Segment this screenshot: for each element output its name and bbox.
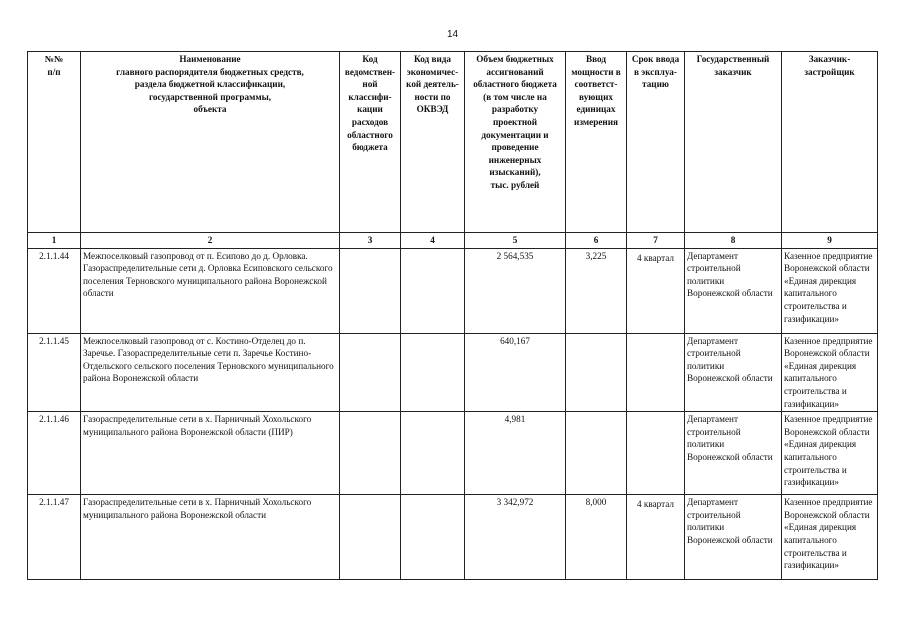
row-state-customer: Департамент строительной политики Воронежской области xyxy=(685,495,782,580)
row-state-customer: Департамент строительной политики Воронежской области xyxy=(685,412,782,495)
header-code-okved: Код вида экономичес- кой деятель- ности по ОКВЭД xyxy=(401,52,465,233)
row-num: 2.1.1.47 xyxy=(28,495,81,580)
row-state-customer: Департамент строительной политики Воронежской области xyxy=(685,248,782,333)
row-name: Газораспределительные сети в х. Парничный Хохольского муниципального района Воронежской области xyxy=(81,495,340,580)
table-row xyxy=(28,412,878,495)
header-row xyxy=(28,52,878,233)
table-row xyxy=(28,495,878,580)
row-developer: Казенное предприятие Воронежской области «Единая дирекция капитального строительства и газификации» xyxy=(782,412,878,495)
row-code-dept xyxy=(340,333,401,412)
row-code-okved xyxy=(401,412,465,495)
row-code-dept xyxy=(340,412,401,495)
row-term xyxy=(627,333,685,412)
row-capacity xyxy=(566,412,627,495)
table-row xyxy=(28,333,878,412)
row-code-dept xyxy=(340,495,401,580)
row-num: 2.1.1.45 xyxy=(28,333,81,412)
row-code-okved xyxy=(401,333,465,412)
header-developer: Заказчик- застройщик xyxy=(782,52,878,233)
row-term xyxy=(627,412,685,495)
budget-table xyxy=(27,51,878,580)
row-code-okved xyxy=(401,248,465,333)
row-amount: 3 342,972 xyxy=(465,495,566,580)
row-amount: 2 564,535 xyxy=(465,248,566,333)
column-number: 7 xyxy=(627,233,685,249)
header-code-dept: Код ведомствен- ной классифи- кации расходов областного бюджета xyxy=(340,52,401,233)
header-amount: Объем бюджетных ассигнований областного бюджета (в том числе на разработку проектной документации и проведение инженерных изысканий), тыс. рублей xyxy=(465,52,566,233)
row-code-dept xyxy=(340,248,401,333)
row-capacity: 3,225 xyxy=(566,248,627,333)
row-name: Межпоселковый газопровод от п. Есипово до д. Орловка. Газораспределительные сети д. Орловка Есиповского сельского поселения Терновского муниципального района Воронежской области xyxy=(81,248,340,333)
row-state-customer: Департамент строительной политики Воронежской области xyxy=(685,333,782,412)
header-name: Наименование главного распорядителя бюджетных средств, раздела бюджетной классификации, государственной программы, объекта xyxy=(81,52,340,233)
column-number: 6 xyxy=(566,233,627,249)
row-num: 2.1.1.46 xyxy=(28,412,81,495)
row-capacity: 8,000 xyxy=(566,495,627,580)
row-name: Газораспределительные сети в х. Парничный Хохольского муниципального района Воронежской области (ПИР) xyxy=(81,412,340,495)
column-number: 5 xyxy=(465,233,566,249)
table-row xyxy=(28,248,878,333)
row-amount: 4,981 xyxy=(465,412,566,495)
column-number: 8 xyxy=(685,233,782,249)
row-term: 4 квартал xyxy=(627,248,685,333)
column-number: 1 xyxy=(28,233,81,249)
page-number: 14 xyxy=(446,29,459,40)
row-name: Межпоселковый газопровод от с. Костино-Отделец до п. Заречье. Газораспределительные сети п. Заречье Костино-Отдельского сельского поселения Терновского муниципального района Воронежской области xyxy=(81,333,340,412)
row-term: 4 квартал xyxy=(627,495,685,580)
row-code-okved xyxy=(401,495,465,580)
header-term: Срок ввода в эксплуа- тацию xyxy=(627,52,685,233)
header-capacity: Ввод мощности в соответст- вующих единицах измерения xyxy=(566,52,627,233)
row-amount: 640,167 xyxy=(465,333,566,412)
row-capacity xyxy=(566,333,627,412)
header-num: №№ п/п xyxy=(28,52,81,233)
row-developer: Казенное предприятие Воронежской области «Единая дирекция капитального строительства и газификации» xyxy=(782,333,878,412)
column-number: 9 xyxy=(782,233,878,249)
row-num: 2.1.1.44 xyxy=(28,248,81,333)
row-developer: Казенное предприятие Воронежской области «Единая дирекция капитального строительства и газификации» xyxy=(782,248,878,333)
header-state-customer: Государственный заказчик xyxy=(685,52,782,233)
column-number: 3 xyxy=(340,233,401,249)
column-number-row xyxy=(28,233,878,249)
column-number: 4 xyxy=(401,233,465,249)
row-developer: Казенное предприятие Воронежской области «Единая дирекция капитального строительства и газификации» xyxy=(782,495,878,580)
column-number: 2 xyxy=(81,233,340,249)
